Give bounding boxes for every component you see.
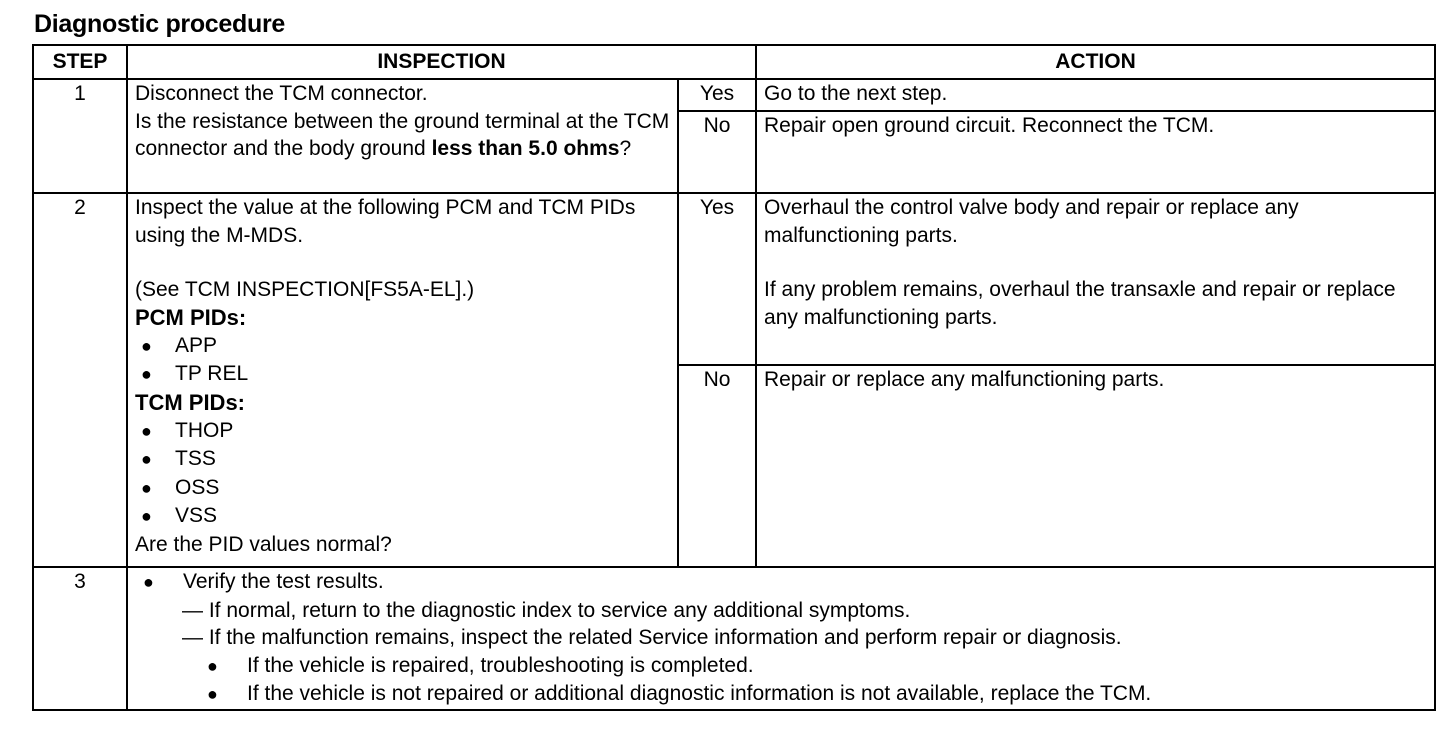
list-item: ● VSS <box>141 504 218 527</box>
step3-line1: Verify the test results. <box>183 570 384 593</box>
step2-question: Are the PID values normal? <box>135 532 392 556</box>
step3-line4: If the vehicle is repaired, troubleshooting is completed. <box>247 653 754 677</box>
question-mark: ? <box>619 137 632 160</box>
list-item: ● If the vehicle is repaired, troubleshooting is completed. <box>207 653 754 677</box>
question-bold-text: less than 5.0 ohms <box>431 137 620 160</box>
step2-see-reference: (See TCM INSPECTION[FS5A-EL].) <box>135 278 475 301</box>
list-item: ● TSS <box>141 447 216 470</box>
list-item: ● Verify the test results. <box>143 570 384 593</box>
step3-line3: — If the malfunction remains, inspect the related Service information and perform repair or diagnosis. <box>182 626 1122 649</box>
table-row <box>33 79 1435 111</box>
header-inspection: INSPECTION <box>127 45 756 79</box>
header-row <box>33 45 1435 79</box>
step3-line2: — If normal, return to the diagnostic index to service any additional symptoms. <box>182 598 911 622</box>
tcm-pid-vss: VSS <box>175 504 218 527</box>
step2-yes-action-1: Overhaul the control valve body and repair or replace any malfunctioning parts. <box>764 196 1299 247</box>
step1-inspection-question <box>135 108 670 163</box>
step1-no-action: Repair open ground circuit. Reconnect the TCM. <box>756 111 1435 193</box>
list-item: ● APP <box>141 333 218 357</box>
list-item: ● If the vehicle is not repaired or additional diagnostic information is not available, replace the TCM. <box>207 682 1152 705</box>
question-text: Is the resistance between the ground terminal at the TCM connector and the body ground <box>135 109 670 160</box>
list-item: ● THOP <box>141 418 234 442</box>
tcm-pids-heading: TCM PIDs: <box>135 389 245 415</box>
page-title: Diagnostic procedure <box>34 10 285 38</box>
yes-label: Yes <box>678 193 756 365</box>
step1-yes-action: Go to the next step. <box>756 79 1435 111</box>
no-label: No <box>678 365 756 567</box>
yes-label: Yes <box>678 79 756 111</box>
tcm-pid-thop: THOP <box>175 418 234 442</box>
step3-content <box>127 567 1435 710</box>
step-number: 2 <box>33 193 127 567</box>
step1-inspection-line1: Disconnect the TCM connector. <box>135 82 428 105</box>
table-row <box>33 193 1435 365</box>
list-item: ● OSS <box>141 475 220 499</box>
tcm-pid-tss: TSS <box>175 447 216 470</box>
diagnostic-table <box>32 44 1436 711</box>
pcm-pid-app: APP <box>175 333 218 357</box>
step1-inspection <box>127 79 678 193</box>
tcm-pid-oss: OSS <box>175 475 220 499</box>
pcm-pids-heading: PCM PIDs: <box>135 304 247 330</box>
step2-yes-action-2: If any problem remains, overhaul the transaxle and repair or replace any malfunctioning parts. <box>764 278 1396 329</box>
step-number: 3 <box>33 567 127 710</box>
table-row <box>33 567 1435 710</box>
step2-yes-action <box>756 193 1435 365</box>
step2-no-action: Repair or replace any malfunctioning parts. <box>756 365 1435 567</box>
no-label: No <box>678 111 756 193</box>
list-item: ● TP REL <box>141 362 249 385</box>
pcm-pid-tp-rel: TP REL <box>175 362 249 385</box>
step2-inspection <box>127 193 678 567</box>
step2-inspection-line1: Inspect the value at the following PCM and TCM PIDs using the M-MDS. <box>135 196 636 247</box>
step-number: 1 <box>33 79 127 193</box>
step3-line5: If the vehicle is not repaired or additional diagnostic information is not available, replace the TCM. <box>247 682 1152 705</box>
header-action: ACTION <box>756 45 1435 79</box>
header-step: STEP <box>33 45 127 79</box>
